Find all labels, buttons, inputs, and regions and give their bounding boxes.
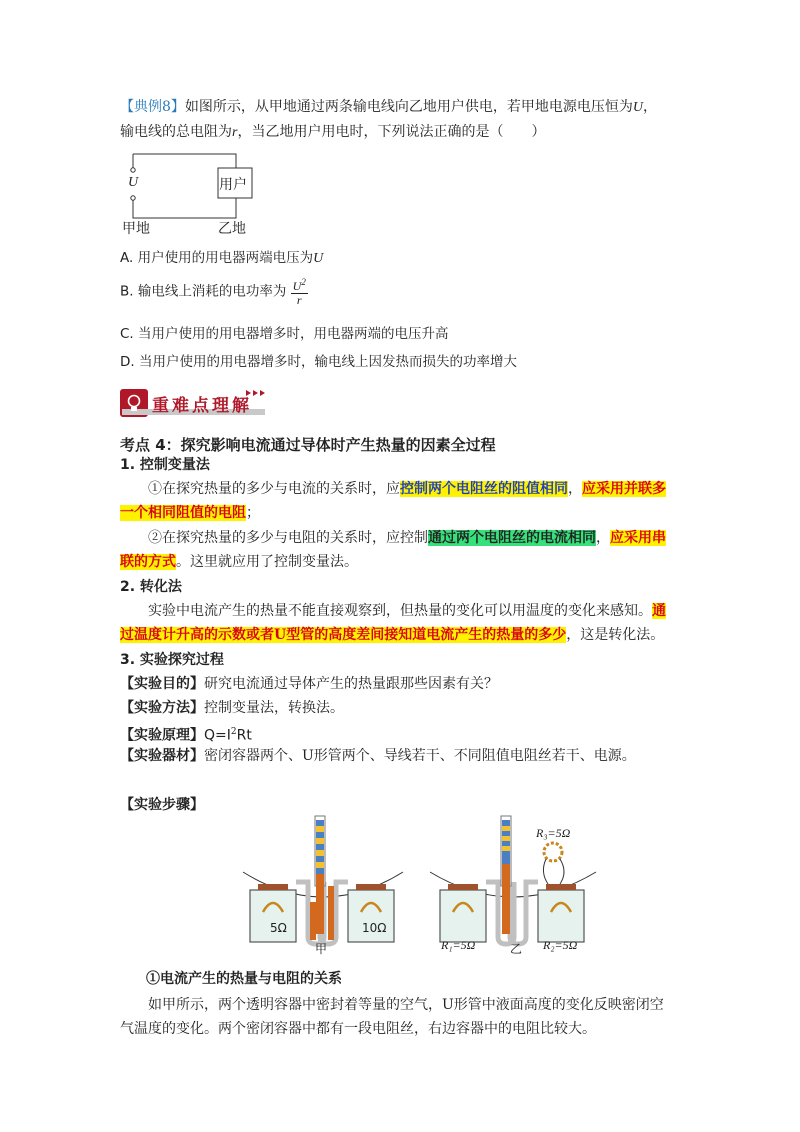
resistor-r1-label: R₁=5Ω — [441, 938, 476, 952]
resistor-label-left: 5Ω — [270, 921, 287, 935]
purpose-line: 【实验目的】研究电流通过导体产生的热量跟那些因素有关？ — [120, 676, 498, 692]
user-box: 用户 — [219, 177, 247, 193]
example-line-1: 【典例8】如图所示，从甲地通过两条输电线向乙地用户供电，若甲地电源电压恒为U， — [120, 99, 658, 115]
example-line-2: 输电线的总电阻为r，当乙地用户用电时，下列说法正确的是（ ） — [120, 124, 546, 140]
option-a: A. 用户使用的用电器两端电压为U — [120, 250, 324, 266]
method-line: 【实验方法】控制变量法，转换法。 — [120, 700, 344, 716]
power-fraction: $\frac{U^2}{r}$ — [292, 277, 306, 307]
subsection-3-title: 3. 实验探究过程 — [120, 652, 224, 668]
steps-label: 【实验步骤】 — [120, 797, 204, 813]
figure-caption-yi: 乙 — [510, 942, 523, 956]
section-banner — [120, 386, 270, 420]
resistor-label-right: 10Ω — [362, 921, 387, 935]
paragraph-1-line-1: ①在探究热量的多少与电流的关系时，应控制两个电阻丝的阻值相同，应采用并联多 — [148, 481, 666, 497]
option-b: B. 输电线上消耗的电功率为 $\frac{U^2}{r}$ — [120, 277, 306, 307]
paragraph-4-line-1: 如甲所示，两个透明容器中密封着等量的空气，U形管中液面高度的变化反映密闭空 — [148, 997, 664, 1013]
subsection-2-title: 2. 转化法 — [120, 579, 182, 595]
paragraph-3-line-2: 过温度计升高的示数或者U型管的高度差间接知道电流产生的热量的多少，这是转化法。 — [120, 627, 665, 643]
option-d: D. 当用户使用的用电器增多时，输电线上因发热而损失的功率增大 — [120, 354, 517, 370]
resistor-r3-label: R₃=5Ω — [536, 826, 571, 840]
sub-step-1-title: ①电流产生的热量与电阻的关系 — [146, 971, 342, 987]
paragraph-1-line-2: 一个相同阻值的电阻； — [120, 505, 260, 521]
example-tag: 【典例8】 — [120, 99, 185, 115]
paragraph-2-line-2: 联的方式。这里就应用了控制变量法。 — [120, 554, 358, 570]
section-heading: 考点 4：探究影响电流通过导体时产生热量的因素全过程 — [120, 436, 496, 454]
resistor-r2-label: R₂=5Ω — [543, 938, 578, 952]
figure-caption-jia: 甲 — [315, 942, 328, 956]
paragraph-4-line-2: 气温度的变化。两个密闭容器中都有一段电阻丝，右边容器中的电阻比较大。 — [120, 1021, 596, 1037]
banner-title: 重难点理解 — [152, 396, 252, 416]
principle-line: 【实验原理】$Q=I^2Rt$ — [120, 727, 252, 744]
paragraph-3-line-1: 实验中电流产生的热量不能直接观察到，但热量的变化可以用温度的变化来感知。通 — [148, 603, 666, 619]
right-place-label: 乙地 — [218, 221, 246, 237]
option-c: C. 当用户使用的用电器增多时，用电器两端的电压升高 — [120, 326, 449, 342]
lightbulb-icon — [126, 394, 142, 414]
paragraph-2-line-1: ②在探究热量的多少与电阻的关系时，应控制通过两个电阻丝的电流相同，应采用串 — [148, 530, 666, 546]
source-voltage-label: U — [128, 175, 139, 190]
equipment-line: 【实验器材】密闭容器两个、U形管两个、导线若干、不同阻值电阻丝若干、电源。 — [120, 748, 636, 764]
left-place-label: 甲地 — [122, 221, 150, 237]
subsection-1-title: 1. 控制变量法 — [120, 457, 210, 473]
